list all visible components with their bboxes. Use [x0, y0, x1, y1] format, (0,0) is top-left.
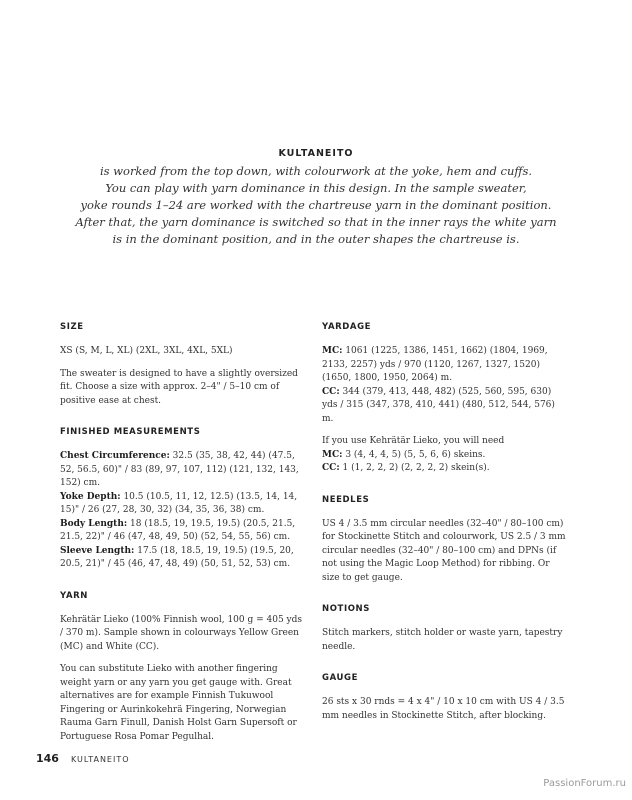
measurements-list: [60, 450, 304, 572]
needles-heading: NEEDLES: [322, 494, 370, 505]
finished-measurements-heading: FINISHED MEASUREMENTS: [60, 427, 201, 437]
finished-measurements-section: [60, 427, 304, 572]
body-label: Body Length:: [60, 518, 128, 529]
intro-line: is worked from the top down, with colourwork at the yoke, hem and cuffs.: [99, 164, 533, 178]
body-value: 18 (18.5, 19, 19.5, 19.5) (20.5, 21.5, 21.5, 22)" / 46 (47, 48, 49, 50) (52, 54, 55, 56) cm.: [60, 518, 296, 542]
notions-heading: NOTIONS: [322, 604, 370, 614]
mc-value: 1061 (1225, 1386, 1451, 1662) (1804, 1969, 2133, 2257) yds / 970 (1120, 1267, 1327, 1520) (1650, 1800, 1950, 2064) m.: [322, 346, 548, 383]
cc-value: 344 (379, 413, 448, 482) (525, 560, 595, 630) yds / 315 (347, 378, 410, 441) (480, 512, 544, 576) m.: [322, 386, 555, 424]
gauge-text: 26 sts x 30 rnds = 4 x 4" / 10 x 10 cm with US 4 / 3.5 mm needles in Stockinette Stitch, after blocking.: [322, 697, 565, 721]
size-note: The sweater is designed to have a slightly oversized fit. Choose a size with approx. 2–4" / 5–10 cm of positive ease at chest.: [60, 368, 298, 406]
watermark: PassionForum.ru: [543, 778, 626, 789]
yarn-heading: YARN: [60, 590, 88, 601]
lieko-mc-value: 3 (4, 4, 4, 5) (5, 5, 6, 6) skeins.: [342, 449, 486, 460]
chest-value: 32.5 (35, 38, 42, 44) (47.5, 52, 56.5, 60)" / 83 (89, 97, 107, 112) (121, 132, 143, 152) cm.: [60, 451, 299, 488]
needles-text: US 4 / 3.5 mm circular needles (32–40" / 80–100 cm) for Stockinette Stitch and colourwork, US 2.5 / 3 mm circular needles (32–40" / 80–100 cm) and DPNs (if not using the Magic Loop Method) for ribbing. Or size to get gauge.: [322, 518, 566, 583]
lieko-mc-label: MC:: [322, 449, 343, 460]
gauge-heading: GAUGE: [322, 673, 358, 683]
page-number: 146: [36, 752, 59, 765]
yoke-label: Yoke Depth:: [60, 491, 121, 502]
left-column: [60, 322, 304, 763]
yardage-heading: YARDAGE: [322, 322, 372, 332]
mc-label: MC:: [322, 346, 343, 356]
size-section: [60, 322, 304, 408]
running-title: KULTANEITO: [70, 755, 130, 764]
size-heading: SIZE: [60, 322, 84, 332]
needles-section: [322, 495, 566, 586]
intro-line: After that, the yarn dominance is switched so that in the inner rays the white yarn: [75, 215, 557, 229]
yarn-substitution: You can substitute Lieko with another fingering weight yarn or any yarn you get gauge with. Great alternatives are for example Finnish Tukuwool Fingering or Aurinkokehrä Fingering, Norwegian Rauma Garn Finull, Danish Holst Garn Supersoft or Portuguese Rosa Pomar Pegulhal.: [60, 664, 297, 742]
yardage-amounts: [322, 345, 566, 426]
yarn-description: Kehrätär Lieko (100% Finnish wool, 100 g = 405 yds / 370 m). Sample shown in colourways Yellow Green (MC) and White (CC).: [60, 614, 303, 652]
notions-text: Stitch markers, stitch holder or waste yarn, tapestry needle.: [322, 628, 563, 652]
right-column: [322, 322, 566, 742]
page-footer: [36, 752, 130, 765]
sleeve-value: 17.5 (18, 18.5, 19, 19.5) (19.5, 20, 20.5, 21)" / 45 (46, 47, 48, 49) (50, 51, 52, 53) cm.: [60, 545, 294, 569]
notions-section: [322, 604, 566, 654]
intro-line: is in the dominant position, and in the outer shapes the chartreuse is.: [112, 232, 520, 246]
yarn-section: [60, 591, 304, 745]
intro-line: yoke rounds 1–24 are worked with the chartreuse yarn in the dominant position.: [80, 198, 552, 212]
sleeve-label: Sleeve Length:: [60, 545, 135, 556]
intro-line: You can play with yarn dominance in this design. In the sample sweater,: [105, 181, 527, 195]
size-list: XS (S, M, L, XL) (2XL, 3XL, 4XL, 5XL): [60, 346, 233, 356]
yoke-value: 10.5 (10.5, 11, 12, 12.5) (13.5, 14, 14, 15)" / 26 (27, 28, 30, 32) (34, 35, 36, 38) cm.: [60, 491, 298, 515]
cc-label: CC:: [322, 386, 340, 397]
lieko-cc-label: CC:: [322, 463, 340, 473]
gauge-section: [322, 673, 566, 723]
intro-block: [60, 148, 572, 248]
lieko-skeins: [322, 435, 566, 476]
yardage-section: [322, 322, 566, 476]
lieko-cc-value: 1 (1, 2, 2, 2) (2, 2, 2, 2) skein(s).: [339, 463, 490, 473]
chest-label: Chest Circumference:: [60, 451, 170, 461]
pattern-title: KULTANEITO: [278, 148, 354, 159]
lieko-intro: If you use Kehrätär Lieko, you will need: [322, 436, 505, 446]
